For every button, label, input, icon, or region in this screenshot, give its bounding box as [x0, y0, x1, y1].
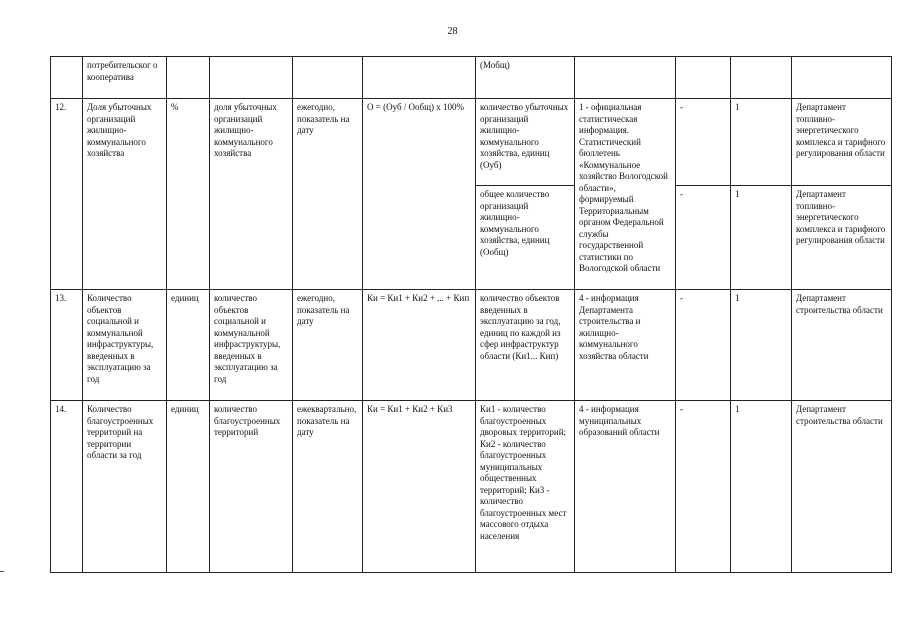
- indicator-name: Количество объектов социальной и коммунальной инфраструктуры, введенных в эксплуатацию за год: [83, 290, 167, 401]
- collection-method: -: [676, 401, 731, 573]
- collection-method: -: [676, 290, 731, 401]
- unit: единиц: [167, 290, 210, 401]
- indicator-name: потребительског о кооператива: [83, 57, 167, 99]
- table-row: [51, 99, 892, 186]
- responsible-body: Департамент топливно-энергетического комплекса и тарифного регулирования области: [792, 186, 892, 290]
- observation-coverage: 1: [731, 186, 792, 290]
- responsible-body: Департамент топливно-энергетического комплекса и тарифного регулирования области: [792, 99, 892, 186]
- data-source: 4 - информация муниципальных образований области: [575, 401, 676, 573]
- unit: %: [167, 99, 210, 290]
- table-row: [51, 401, 892, 573]
- collection-method: -: [676, 99, 731, 186]
- row-number: 12.: [51, 99, 83, 290]
- indicator-name: Доля убыточных организаций жилищно-коммунального хозяйства: [83, 99, 167, 290]
- periodicity: ежеквартально, показатель на дату: [293, 401, 363, 573]
- definition: количество объектов социальной и коммунальной инфраструктуры, введенных в эксплуатацию за год: [210, 290, 293, 401]
- unit: единиц: [167, 401, 210, 573]
- basic-indicators: (Мобщ): [476, 57, 575, 99]
- page-number: 28: [447, 26, 458, 37]
- indicator-name: Количество благоустроенных территорий на территории области за год: [83, 401, 167, 573]
- basic-indicators: общее количество организаций жилищно-коммунального хозяйства, единиц (Ообщ): [476, 186, 575, 290]
- data-source: 4 - информация Департамента строительства и жилищно-коммунального хозяйства области: [575, 290, 676, 401]
- formula: Ки = Ки1 + Ки2 + Ки3: [363, 401, 476, 573]
- basic-indicators: Ки1 - количество благоустроенных дворовых территорий; Ки2 - количество благоустроенных муниципальных общественных территорий; Ки3 - количество благоустроенных мест массового отдыха населения: [476, 401, 575, 573]
- basic-indicators: количество убыточных организаций жилищно-коммунального хозяйства, единиц (Оуб): [476, 99, 575, 186]
- collection-method: -: [676, 186, 731, 290]
- observation-coverage: 1: [731, 290, 792, 401]
- observation-coverage: 1: [731, 401, 792, 573]
- responsible-body: Департамент строительства области: [792, 290, 892, 401]
- definition: доля убыточных организаций жилищно-коммунального хозяйства: [210, 99, 293, 290]
- row-number: 14.: [51, 401, 83, 573]
- indicators-table: [50, 56, 892, 573]
- margin-mark: [0, 571, 4, 572]
- basic-indicators: количество объектов введенных в эксплуатацию за год, единиц по каждой из сфер инфраструктур области (Ки1... Кип): [476, 290, 575, 401]
- row-number: 13.: [51, 290, 83, 401]
- periodicity: ежегодно, показатель на дату: [293, 290, 363, 401]
- table-row: [51, 290, 892, 401]
- formula: О = (Оуб / Ообщ) х 100%: [363, 99, 476, 290]
- data-source: 1 - официальная статистическая информация. Статистический бюллетень «Коммунальное хозяйство Вологодской области», формируемый Территориальным органом Федеральной службы государственной статистики по Вологодской области: [575, 99, 676, 290]
- periodicity: ежегодно, показатель на дату: [293, 99, 363, 290]
- observation-coverage: 1: [731, 99, 792, 186]
- responsible-body: Департамент строительства области: [792, 401, 892, 573]
- definition: количество благоустроенных территорий: [210, 401, 293, 573]
- table-row-continuation: [51, 57, 892, 99]
- formula: Ки = Ки1 + Ки2 + ... + Кип: [363, 290, 476, 401]
